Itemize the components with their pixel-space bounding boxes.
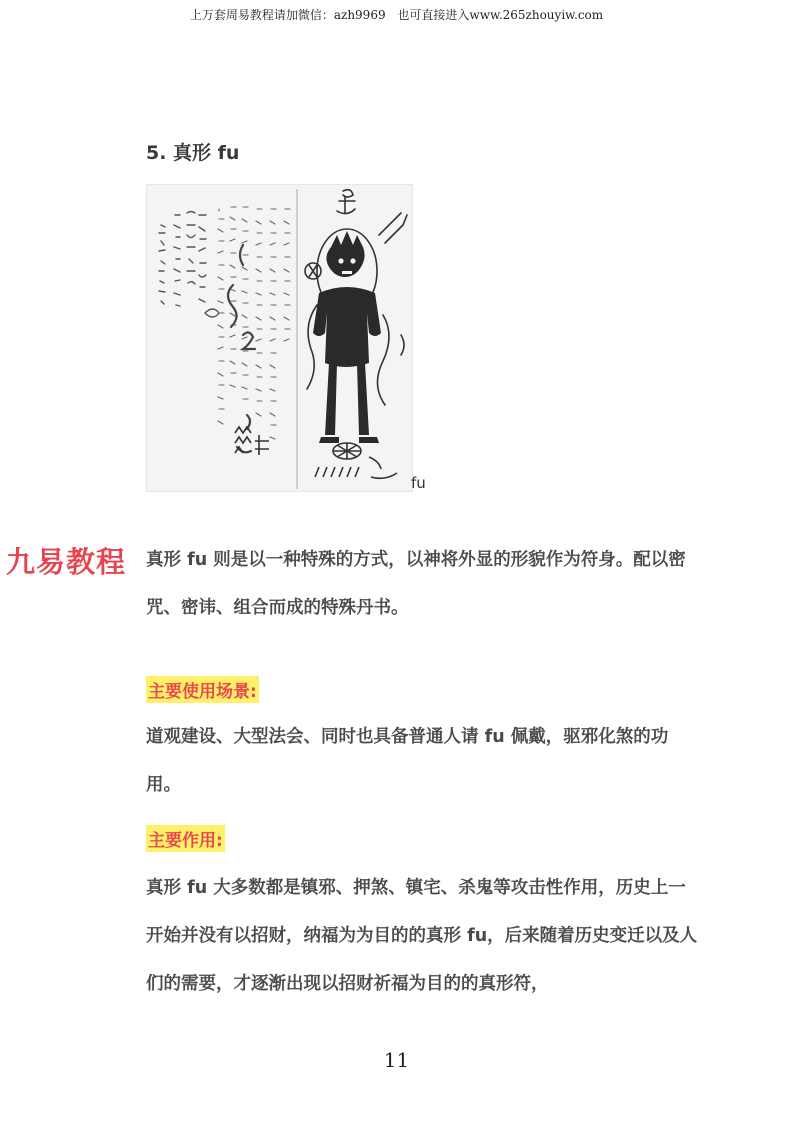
- talisman-drawing: [147, 185, 412, 491]
- function-paragraph: 真形 fu 大多数都是镇邪、押煞、镇宅、杀鬼等攻击性作用，历史上一开始并没有以招财，纳福为为目的的真形 fu，后来随着历史变迁以及人们的需要，才逐渐出现以招财祈福为目的的真形符，: [146, 878, 698, 994]
- section-title: 5. 真形 fu: [146, 142, 240, 164]
- talisman-image: [146, 184, 413, 492]
- header-banner: [0, 6, 793, 23]
- function-label: 主要作用:: [146, 825, 225, 852]
- header-website-text: 也可直接进入www.265zhouyiw.com: [397, 8, 604, 22]
- usage-paragraph: 道观建设、大型法会、同时也具备普通人请 fu 佩戴，驱邪化煞的功用。: [146, 727, 669, 795]
- header-contact-text: 上万套周易教程请加微信：azh9969: [189, 8, 386, 22]
- page-number: 11: [383, 1048, 410, 1072]
- usage-label: 主要使用场景:: [146, 676, 259, 703]
- intro-paragraph: 真形 fu 则是以一种特殊的方式，以神将外显的形貌作为符身。配以密咒、密讳、组合而成的特殊丹书。: [146, 550, 686, 618]
- figure-caption: fu: [411, 474, 426, 492]
- watermark-text: 九易教程: [6, 545, 127, 579]
